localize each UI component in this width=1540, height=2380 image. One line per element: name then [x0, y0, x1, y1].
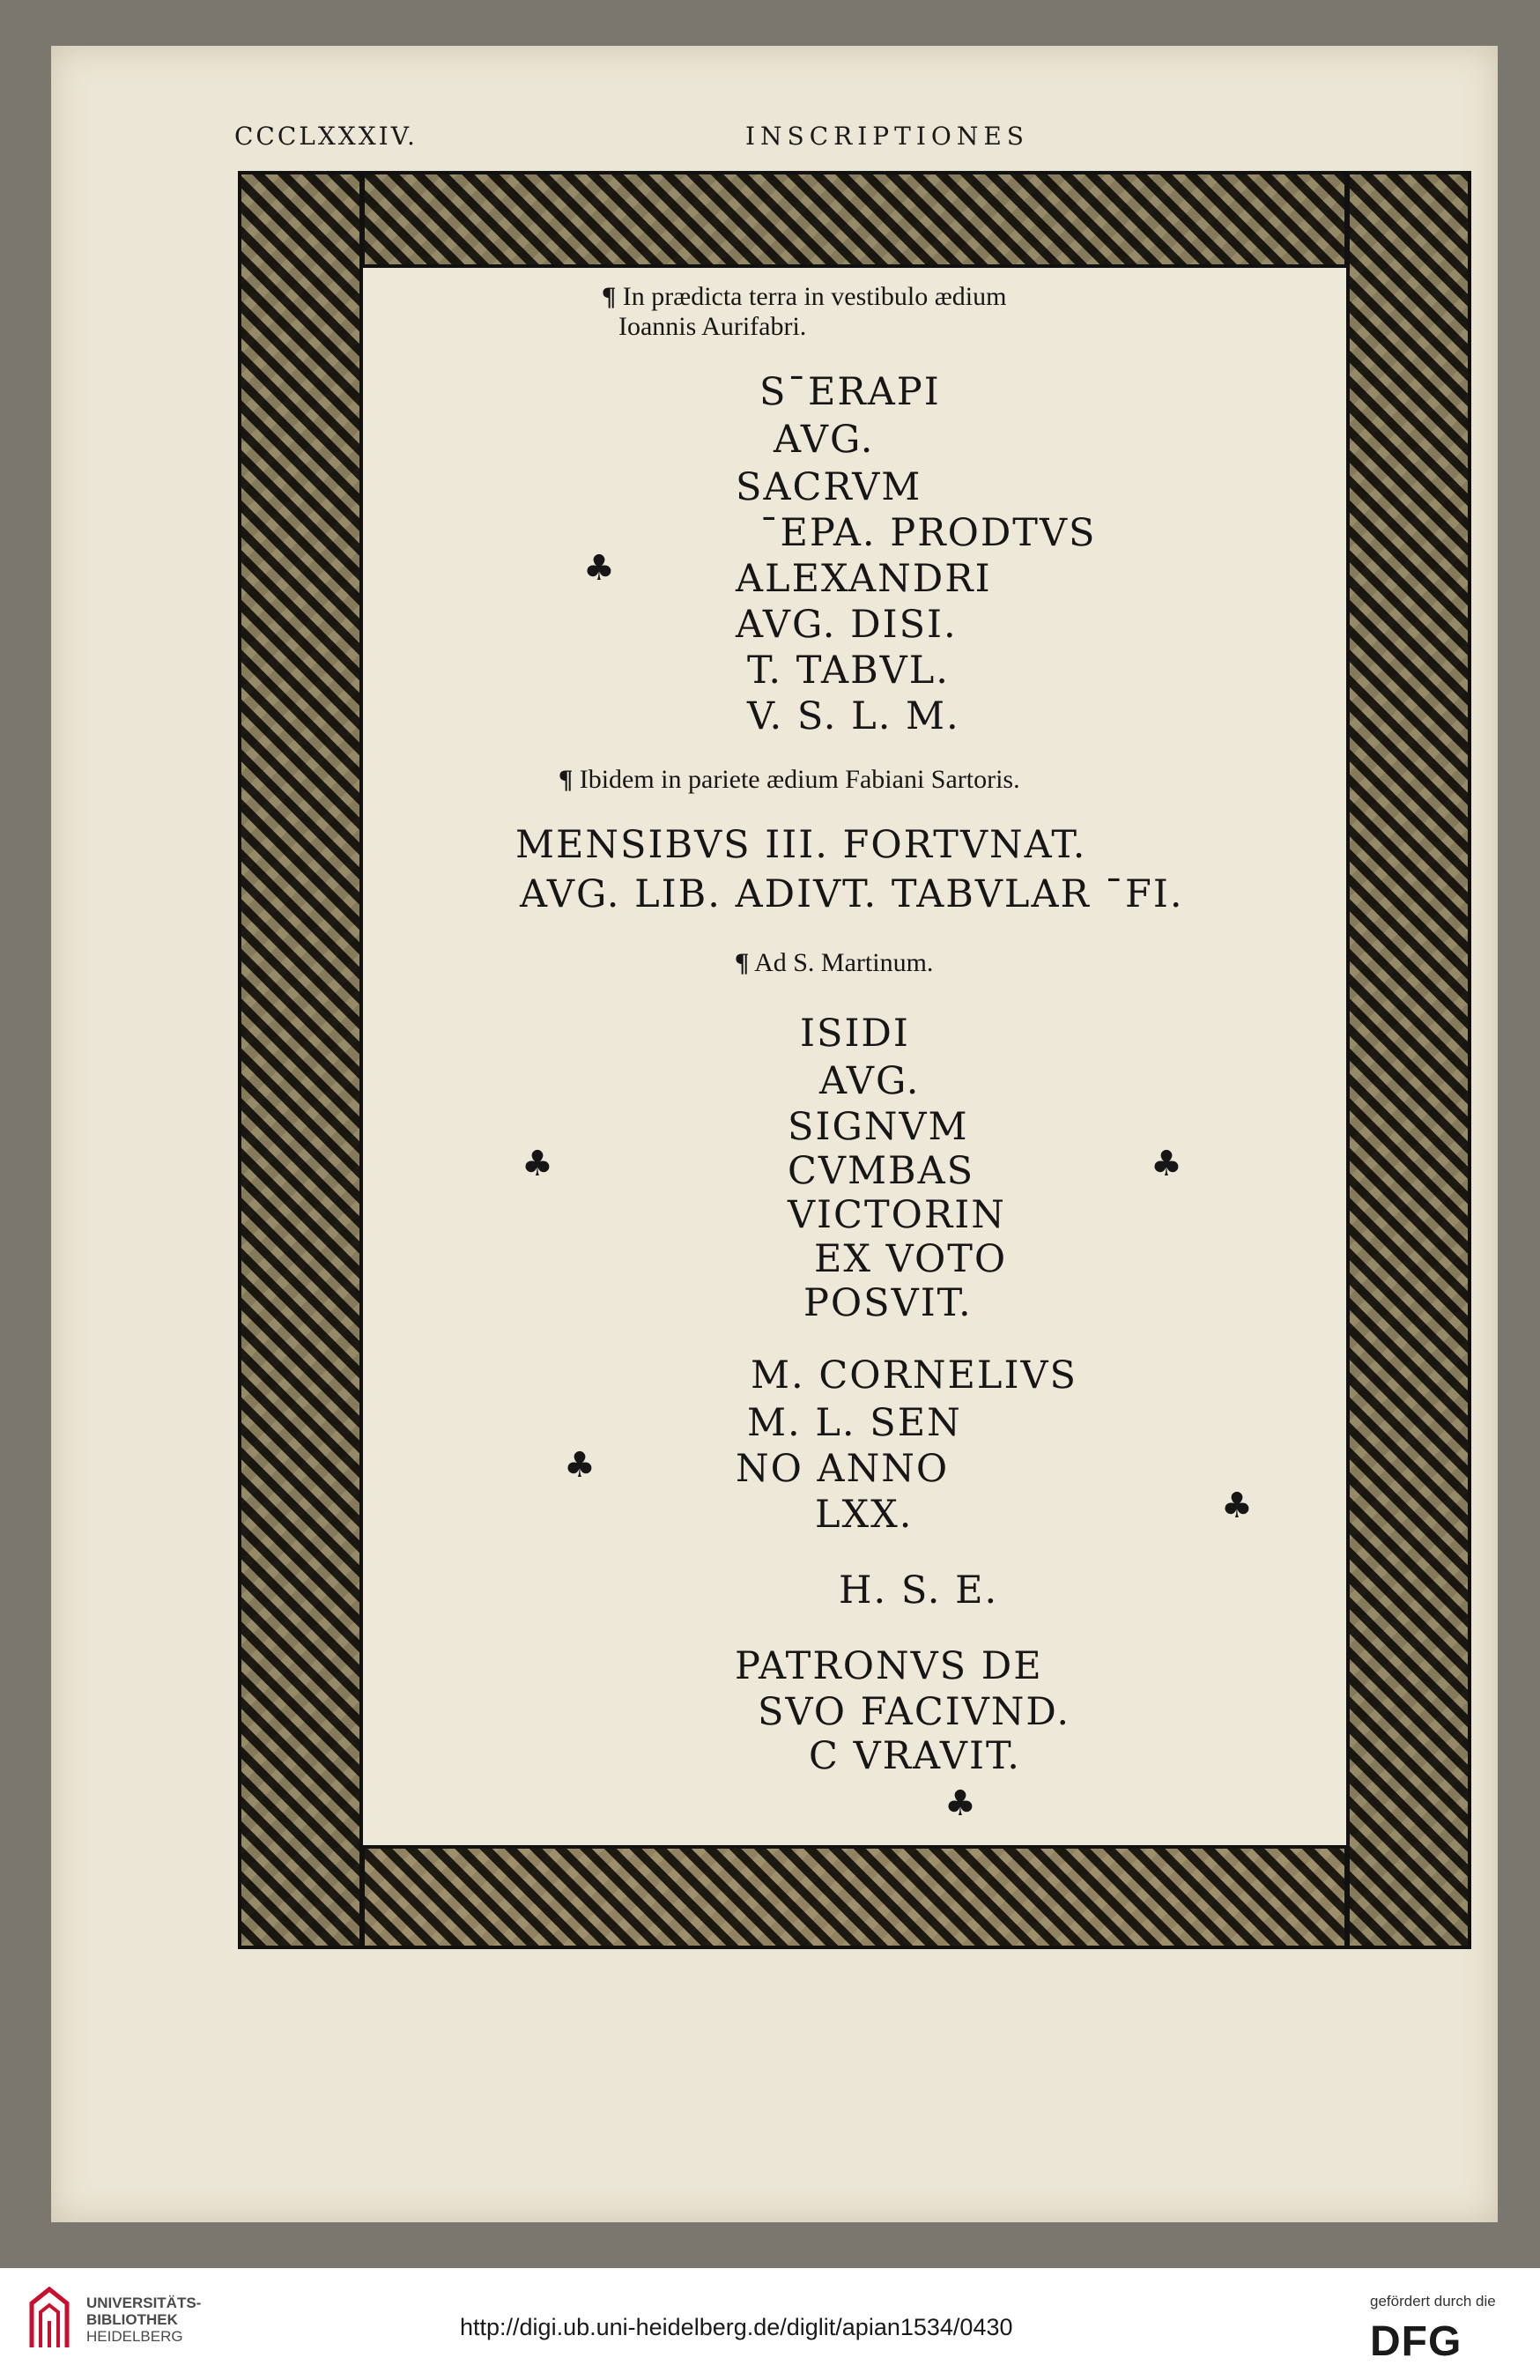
- inscription-1-line: AVG.: [774, 418, 875, 462]
- caption-2: ¶ Ibidem in pariete ædium Fabiani Sartoris.: [559, 765, 1020, 794]
- inscription-1-line: AVG. DISI.: [736, 603, 958, 647]
- inscription-3-line: SIGNVM: [788, 1105, 969, 1149]
- inscription-1-line: S¯ERAPI: [759, 370, 941, 414]
- running-head: INSCRIPTIONES: [745, 122, 1029, 151]
- clover-ornament-icon: ♣: [564, 1445, 596, 1486]
- inscription-3-line: SVO FACIVND.: [758, 1690, 1071, 1734]
- dfg-logo: DFG: [1370, 2318, 1462, 2365]
- inscription-3-line: M. L. SEN: [747, 1401, 962, 1445]
- border-top: [361, 171, 1348, 268]
- inscription-3-line: CVMBAS: [788, 1149, 975, 1193]
- caption-1-line-1: ¶ In prædicta terra in vestibulo ædium: [602, 282, 1007, 311]
- inscription-3-line: ISIDI: [800, 1012, 910, 1056]
- pilcrow-icon: ¶: [735, 948, 750, 977]
- border-left: [238, 171, 363, 1949]
- clover-ornament-icon: ♣: [583, 548, 615, 589]
- inscription-3-line: LXX.: [815, 1493, 914, 1537]
- inscription-1-line: T. TABVL.: [747, 649, 950, 693]
- inscription-3-line: C VRAVIT.: [809, 1734, 1021, 1778]
- institution-name: UNIVERSITÄTS- BIBLIOTHEK HEIDELBERG: [86, 2295, 202, 2345]
- permalink-url[interactable]: http://digi.ub.uni-heidelberg.de/diglit/apian1534/0430: [460, 2314, 1013, 2340]
- inscription-2-line: MENSIBVS III. FORTVNAT.: [515, 823, 1087, 867]
- border-bottom: [361, 1845, 1348, 1949]
- inscription-1-line: SACRVM: [736, 465, 922, 509]
- inscription-3-line: PATRONVS DE: [735, 1644, 1043, 1688]
- clover-ornament-icon: ♣: [944, 1783, 976, 1824]
- inscription-3-line: M. CORNELIVS: [751, 1353, 1077, 1398]
- border-right: [1346, 171, 1471, 1949]
- clover-ornament-icon: ♣: [522, 1144, 553, 1184]
- inscription-3-line: EX VOTO: [814, 1237, 1008, 1281]
- inscription-1-line: ALEXANDRI: [736, 557, 992, 601]
- ub-heidelberg-logo-icon: [26, 2286, 72, 2351]
- inscription-3-line: NO ANNO: [736, 1447, 950, 1491]
- funding-caption: gefördert durch die: [1370, 2293, 1496, 2310]
- inscription-3-line: POSVIT.: [803, 1281, 973, 1325]
- pilcrow-icon: ¶: [602, 282, 617, 311]
- caption-3: ¶ Ad S. Martinum.: [735, 948, 934, 977]
- page-number: CCCLXXXIV.: [234, 122, 418, 151]
- inscription-3-line: AVG.: [819, 1059, 921, 1103]
- inscription-3-line: H. S. E.: [839, 1568, 999, 1613]
- inscription-3-line: VICTORIN: [788, 1193, 1006, 1237]
- clover-ornament-icon: ♣: [1221, 1486, 1253, 1526]
- clover-ornament-icon: ♣: [1151, 1144, 1182, 1184]
- inscription-2-line: AVG. LIB. ADIVT. TABVLAR ¯FI.: [520, 872, 1184, 916]
- pilcrow-icon: ¶: [559, 765, 574, 794]
- caption-1-line-2: Ioannis Aurifabri.: [618, 312, 807, 341]
- footer-bar: [0, 2268, 1540, 2380]
- inscription-1-line: V. S. L. M.: [747, 694, 960, 738]
- inscription-1-line: ¯EPA. PRODTVS: [759, 511, 1097, 555]
